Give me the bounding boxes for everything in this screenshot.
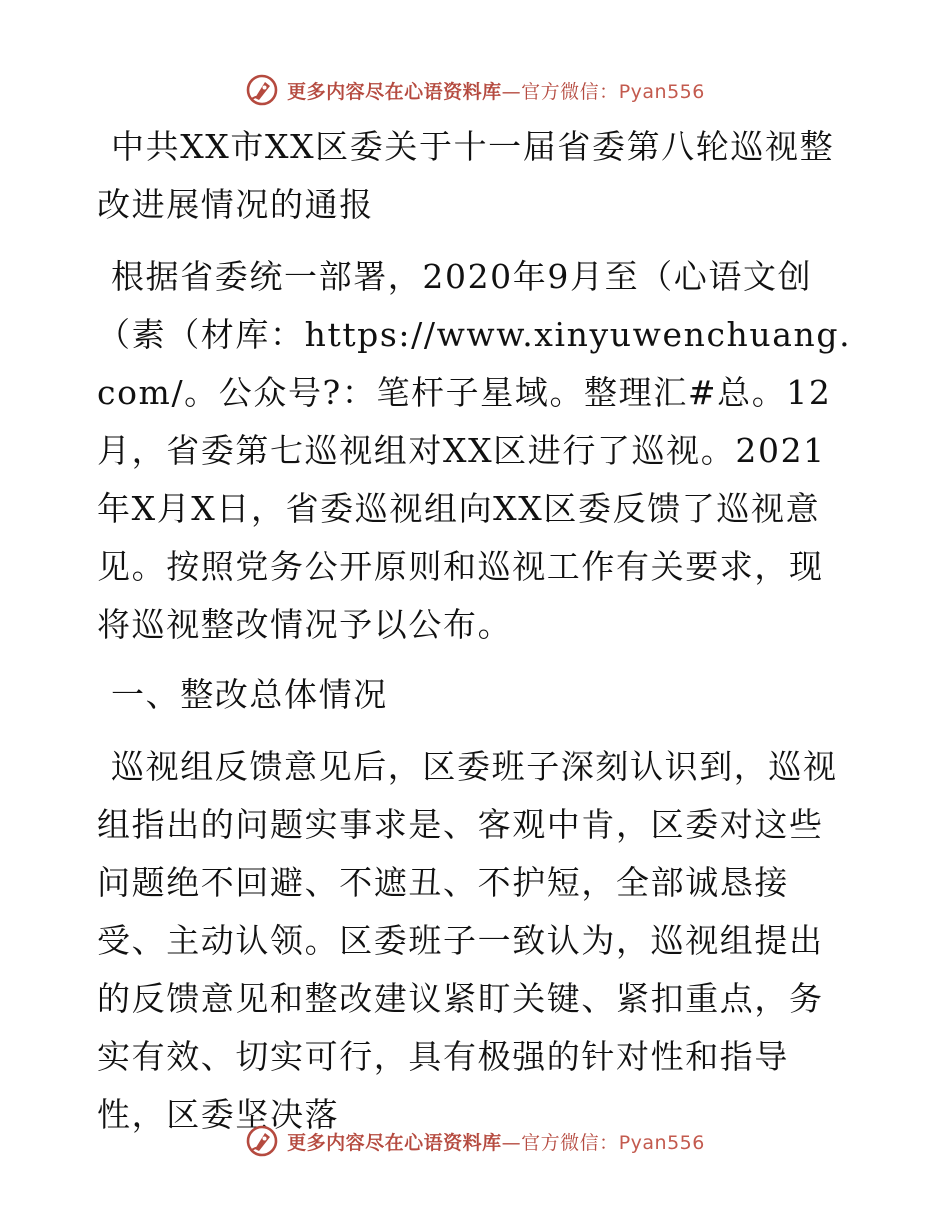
watermark-contact-id: Pyan556 bbox=[618, 80, 705, 103]
watermark-contact-label: 官方微信： bbox=[521, 80, 619, 103]
watermark-contact-label: 官方微信： bbox=[521, 1131, 619, 1154]
watermark-separator: — bbox=[501, 80, 522, 103]
pen-nib-circle-logo-icon bbox=[245, 1124, 279, 1158]
header-watermark bbox=[0, 70, 950, 110]
document-body bbox=[97, 118, 857, 1156]
section-heading: 一、整改总体情况 bbox=[111, 675, 388, 714]
pen-nib-circle-logo-icon bbox=[245, 73, 279, 107]
footer-watermark bbox=[0, 1121, 950, 1161]
watermark-separator: — bbox=[501, 1131, 522, 1154]
watermark-brand: 更多内容尽在心语资料库 bbox=[287, 80, 502, 103]
watermark-text bbox=[287, 1128, 705, 1155]
watermark-text bbox=[287, 77, 705, 104]
section-paragraph: 巡视组反馈意见后，区委班子深刻认识到，巡视组指出的问题实事求是、客观中肯，区委对这些问题绝不回避、不遮丑、不护短，全部诚恳接受、主动认领。区委班子一致认为，巡视组提出的反馈意见和整改建议紧盯关键、紧扣重点，务实有效、切实可行，具有极强的针对性和指导性，区委坚决落 bbox=[97, 747, 838, 1134]
watermark-contact-id: Pyan556 bbox=[618, 1131, 705, 1154]
document-title: 中共XX市XX区委关于十一届省委第八轮巡视整改进展情况的通报 bbox=[97, 127, 835, 224]
intro-paragraph: 根据省委统一部署，2020年9月至（心语文创（素（材库：https://www.xinyuwenchuang.com/。公众号?：笔杆子星域。整理汇#总。12月，省委第七巡视组对XX区进行了巡视。2021年X月X日，省委巡视组向XX区委反馈了巡视意见。按照党务公开原则和巡视工作有关要求，现将巡视整改情况予以公布。 bbox=[97, 257, 852, 644]
watermark-brand: 更多内容尽在心语资料库 bbox=[287, 1131, 502, 1154]
